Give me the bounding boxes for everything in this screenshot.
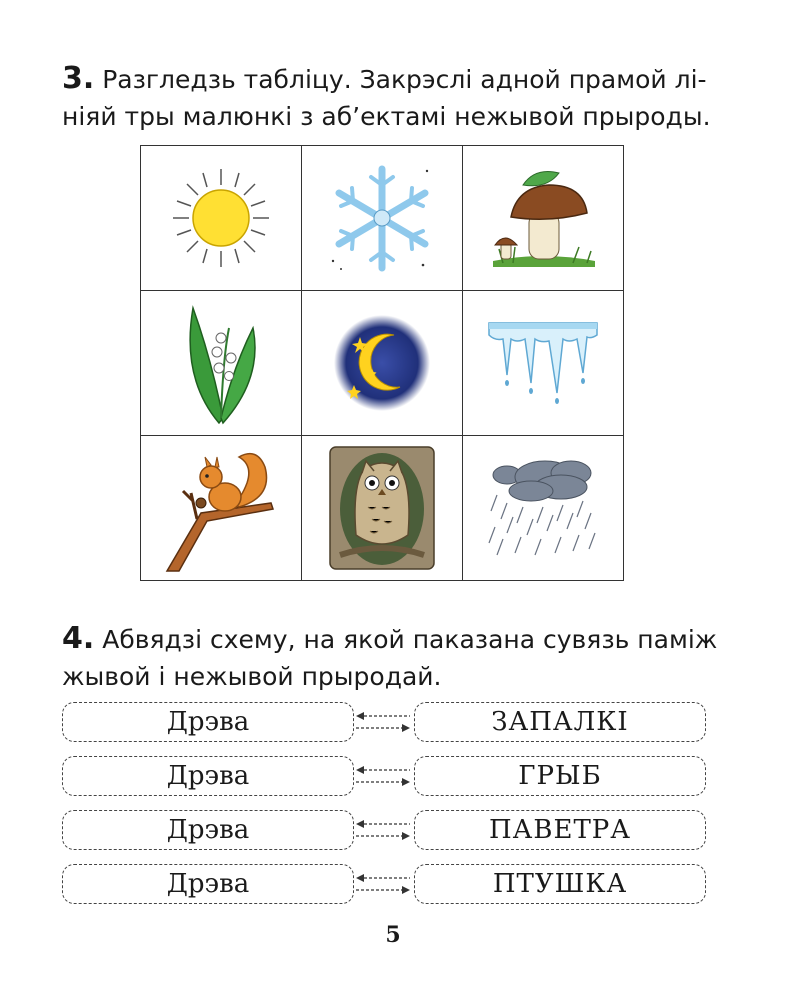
- task-4: [62, 620, 752, 695]
- scheme-left-box: Дрэва: [62, 702, 354, 742]
- task-4-text: Абвядзі схему, на якой паказана сувязь паміж жывой і нежывой прыродай.: [62, 625, 718, 691]
- picture-table: [140, 145, 624, 581]
- mushroom-icon: [483, 163, 603, 273]
- scheme-left-box: Дрэва: [62, 864, 354, 904]
- lily-of-the-valley-icon: [171, 298, 271, 428]
- task-3: [62, 60, 752, 135]
- task-4-number: 4.: [62, 621, 95, 656]
- cell-mushroom[interactable]: [463, 146, 624, 291]
- scheme-left-box: Дрэва: [62, 810, 354, 850]
- task-3-text: Разгледзь табліцу. Закрэслі адной прамой лі-ніяй тры малюнкі з аб’ектамі нежывой прыроды.: [62, 65, 711, 131]
- squirrel-icon: [161, 443, 281, 573]
- owl-icon: [326, 443, 438, 573]
- scheme-row-3: [62, 810, 704, 850]
- moon-and-stars-icon: [332, 313, 432, 413]
- scheme-right-box: ПАВЕТРА: [414, 810, 706, 850]
- scheme-row-4: [62, 864, 704, 904]
- scheme-row-2: [62, 756, 704, 796]
- double-arrow-icon[interactable]: [354, 816, 412, 844]
- double-arrow-icon[interactable]: [354, 762, 412, 790]
- scheme-row-1: [62, 702, 704, 742]
- scheme-left-box: Дрэва: [62, 756, 354, 796]
- cell-lily-of-the-valley[interactable]: [141, 291, 302, 436]
- page-number: 5: [385, 922, 401, 948]
- scheme-right-box: ЗАПАЛКІ: [414, 702, 706, 742]
- double-arrow-icon[interactable]: [354, 870, 412, 898]
- cell-rain-cloud[interactable]: [463, 436, 624, 581]
- icicles-icon: [483, 313, 603, 413]
- task-3-number: 3.: [62, 61, 95, 96]
- cell-moon-and-stars[interactable]: [302, 291, 463, 436]
- cell-icicles[interactable]: [463, 291, 624, 436]
- cell-snowflake[interactable]: [302, 146, 463, 291]
- double-arrow-icon[interactable]: [354, 708, 412, 736]
- sun-icon: [161, 163, 281, 273]
- rain-cloud-icon: [483, 453, 603, 563]
- scheme-right-box: ПТУШКА: [414, 864, 706, 904]
- cell-sun[interactable]: [141, 146, 302, 291]
- cell-squirrel[interactable]: [141, 436, 302, 581]
- scheme-right-box: ГРЫБ: [414, 756, 706, 796]
- snowflake-icon: [327, 161, 437, 276]
- cell-owl[interactable]: [302, 436, 463, 581]
